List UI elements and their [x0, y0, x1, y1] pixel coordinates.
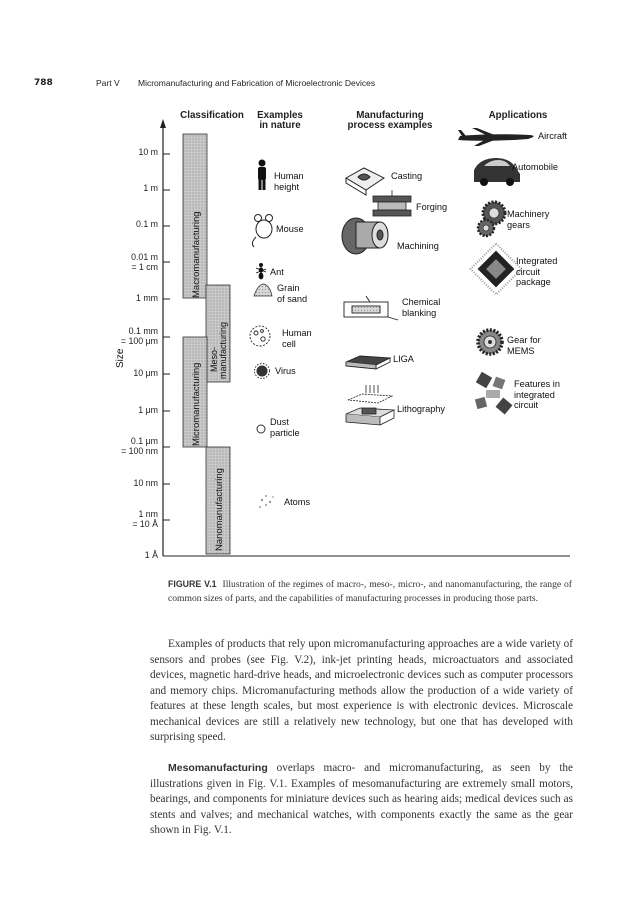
grain-of-sand-label: Grain of sand — [277, 283, 308, 304]
running-title: Micromanufacturing and Fabrication of Microelectronic Devices — [138, 78, 376, 88]
mems-gear-icon — [478, 330, 502, 354]
page-number: 788 — [34, 78, 53, 88]
size-label-10um: 10 μm — [133, 368, 158, 378]
atoms-label: Atoms — [284, 497, 311, 507]
size-label-1a: 1 Å — [144, 550, 158, 560]
applications-header: Applications — [488, 110, 548, 121]
process-header — [340, 111, 440, 131]
machining-icon — [342, 218, 388, 254]
size-label-10nm: 10 nm — [133, 478, 158, 488]
ic-package-label: Integrated circuit package — [516, 256, 558, 287]
chemical-blanking-label: Chemical blanking — [402, 297, 441, 318]
sand-grain-icon — [254, 284, 272, 296]
aircraft-label: Aircraft — [538, 131, 568, 141]
size-axis-label: Size — [115, 348, 126, 368]
human-icon — [258, 160, 266, 191]
size-label-100um: 0.1 mm = 100 μm — [120, 326, 158, 346]
body-paragraph-2-text: overlaps macro- and micromanufacturing, as seen by the illustrations given in Fig. V.1. Examples of mesomanufacturing are extremely small motors, bearings, and components for miniature devices such as hearing aids; medical devices such as stents and valves; and mechanical watches, with components exactly the same as the gear shown in Fig. V.1. — [150, 762, 573, 836]
axis-arrow — [160, 119, 166, 128]
forging-icon — [373, 190, 411, 216]
size-label-01m: 0.1 m — [135, 219, 158, 229]
ant-icon — [256, 263, 266, 279]
virus-icon — [255, 364, 270, 379]
machinery-gears-label: Machinery gears — [507, 209, 550, 230]
atoms-icon — [259, 495, 274, 508]
body-paragraph-2 — [150, 761, 573, 839]
meso-bar-label-1: Meso- — [209, 346, 219, 372]
liga-label: LIGA — [393, 354, 414, 364]
mouse-label: Mouse — [276, 224, 304, 234]
mouse-icon — [252, 215, 272, 248]
figure-caption — [168, 578, 572, 605]
mems-gear-label: Gear for MEMS — [507, 335, 541, 356]
ic-features-label: Features in integrated circuit — [514, 379, 560, 410]
mesomanufacturing-term: Mesomanufacturing — [168, 762, 268, 774]
size-label-10m: 10 m — [138, 147, 158, 157]
casting-icon — [346, 168, 384, 195]
process-header-text: Manufacturing process examples — [347, 110, 433, 131]
macro-bar-label: Macromanufacturing — [191, 211, 202, 298]
aircraft-icon — [458, 128, 534, 146]
caption-text: Illustration of the regimes of macro-, meso-, micro-, and nanomanufacturing, the range of common sizes of parts, and the capabilities of manufacturing processes in producing those parts. — [168, 579, 572, 604]
examples-header — [248, 111, 312, 131]
automobile-label: Automobile — [512, 162, 558, 172]
ic-features-icon — [475, 372, 513, 415]
meso-bar-label-2: manufacturing — [218, 321, 228, 379]
caption-label: FIGURE V.1 — [168, 579, 217, 589]
classification-header: Classification — [180, 110, 244, 121]
micro-bar-label: Micromanufacturing — [191, 362, 202, 446]
human-height-label: Human height — [274, 171, 304, 192]
size-label-1nm: 1 nm = 10 Å — [132, 509, 158, 529]
machining-label: Machining — [397, 241, 439, 251]
examples-header-text: Examples in nature — [257, 110, 303, 131]
human-cell-label: Human cell — [282, 328, 312, 349]
lithography-label: Lithography — [397, 404, 446, 414]
size-label-100nm: 0.1 μm = 100 nm — [121, 436, 158, 456]
casting-label: Casting — [391, 171, 423, 181]
axis-ticks — [163, 154, 170, 520]
ant-label: Ant — [270, 267, 284, 277]
body-paragraph-1: Examples of products that rely upon micromanufacturing approaches are a wide variety of sensors and probes (see Fig. V.2), ink-jet printing heads, microactuators and associated devices, magnetic hard-drive heads, and microelectronic devices such as computer processors and memory chips. Micromanufacturing methods allow the production of a wide variety of features at these length scales, but most experience is with electronic devices. Microscale mechanical devices are still a relatively new technology, but one that has developed with surprising speed. — [150, 638, 573, 743]
dust-icon — [257, 425, 265, 433]
cell-icon — [250, 326, 270, 346]
size-label-1um: 1 μm — [138, 405, 158, 415]
dust-particle-label: Dust particle — [270, 417, 300, 438]
part-label: Part V — [96, 78, 120, 88]
size-label-1mm: 1 mm — [136, 293, 158, 303]
forging-label: Forging — [416, 202, 448, 212]
size-label-1m: 1 m — [143, 183, 158, 193]
machinery-gears-icon — [478, 202, 505, 236]
size-label-1cm: 0.01 m = 1 cm — [131, 252, 158, 272]
nano-bar-label: Nanomanufacturing — [214, 468, 225, 551]
virus-label: Virus — [275, 366, 296, 376]
lithography-icon — [346, 385, 394, 425]
ic-package-icon — [471, 244, 522, 295]
liga-icon — [346, 356, 390, 369]
chemical-blanking-icon — [344, 296, 398, 320]
